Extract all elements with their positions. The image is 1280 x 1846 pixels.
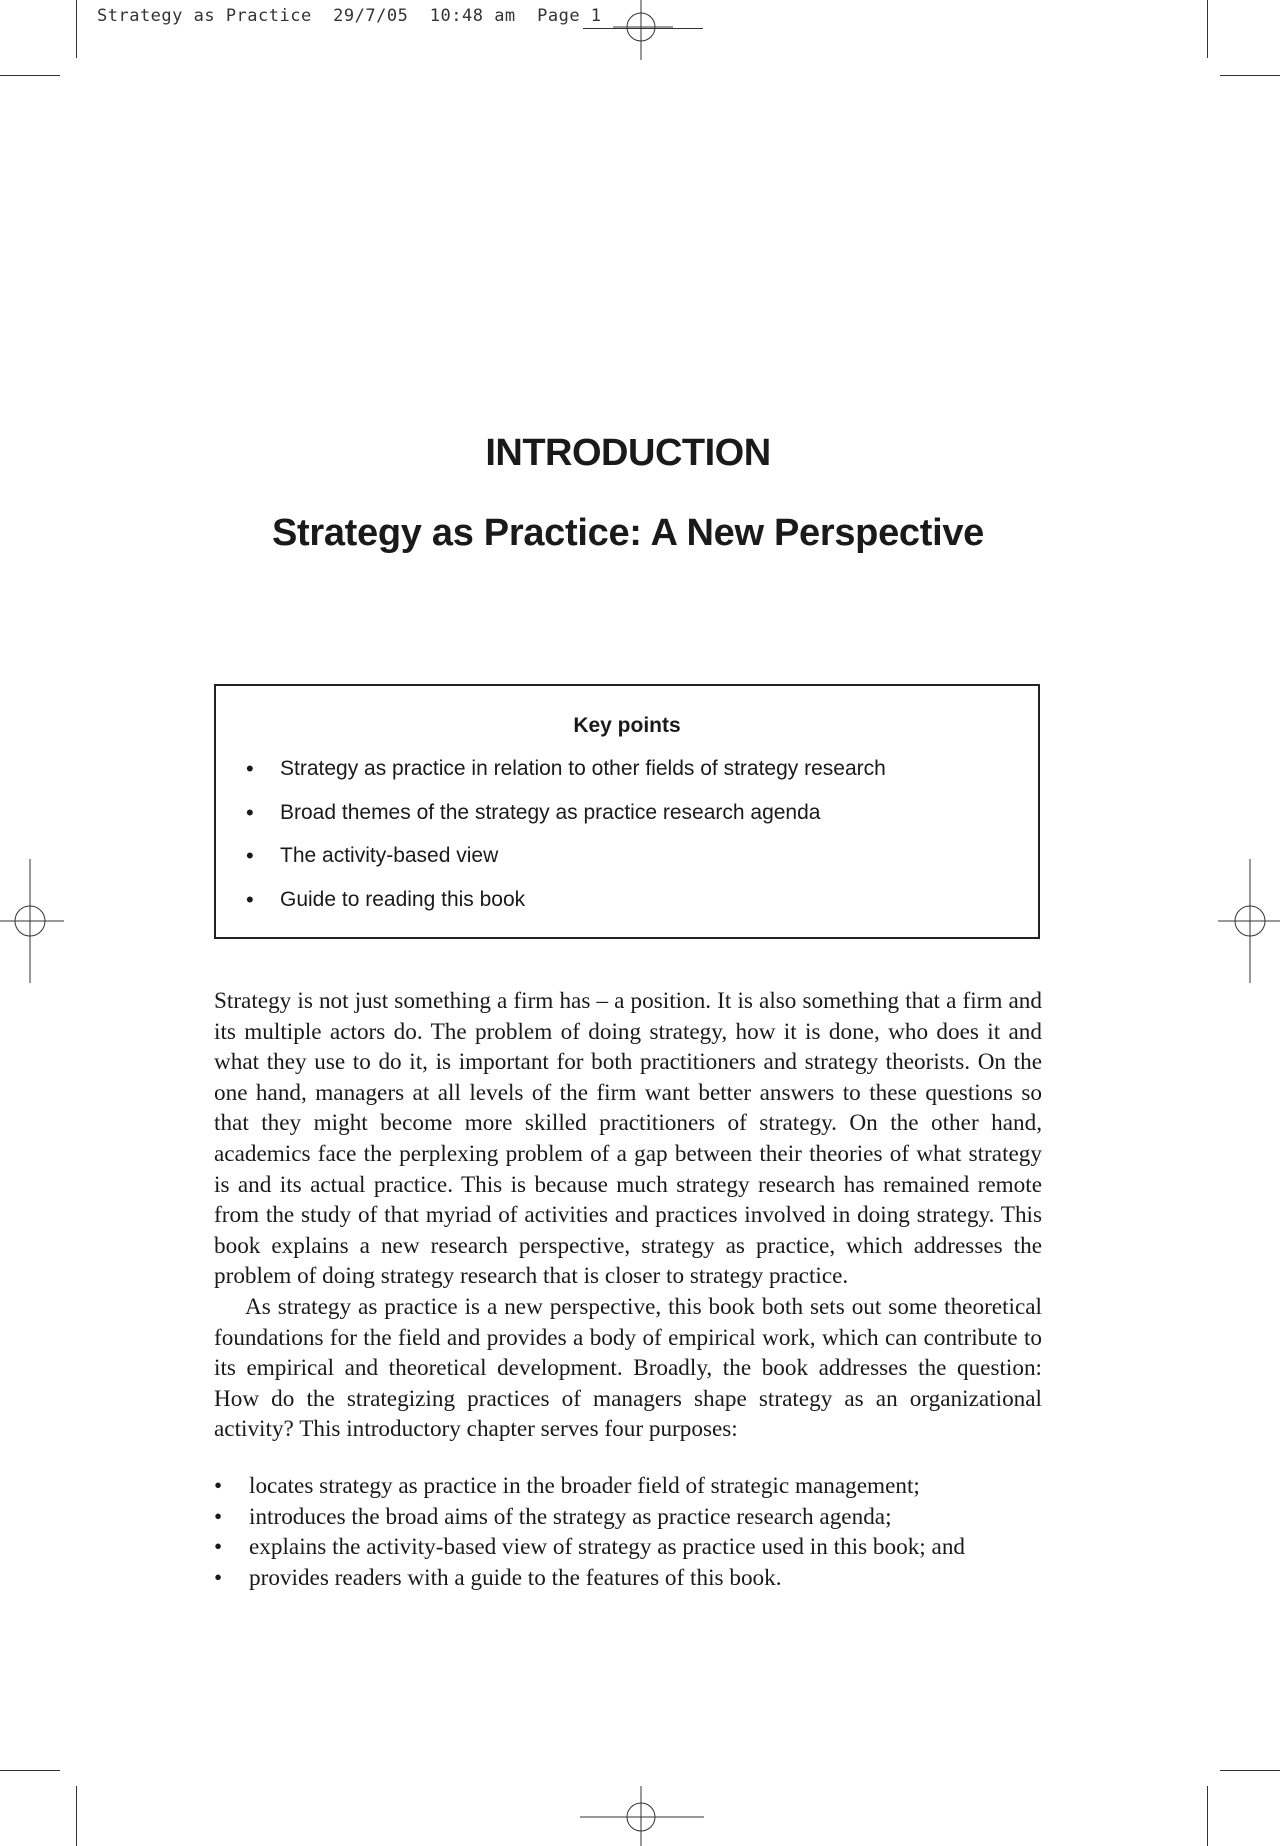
key-points-list (246, 754, 886, 928)
purpose-item: • locates strategy as practice in the broader field of strategic management; (214, 1471, 1042, 1502)
purpose-item: • introduces the broad aims of the strategy as practice research agenda; (214, 1502, 1042, 1533)
key-point-item: • Strategy as practice in relation to other fields of strategy research (246, 754, 886, 798)
registration-mark-left (0, 859, 64, 983)
body-text (214, 986, 1042, 1593)
purpose-item: • provides readers with a guide to the features of this book. (214, 1563, 1042, 1594)
crop-mark-top-left-horizontal (0, 75, 60, 76)
registration-mark-bottom (580, 1786, 704, 1846)
crop-mark-bottom-right-horizontal (1220, 1770, 1280, 1771)
paragraph: As strategy as practice is a new perspective, this book both sets out some theoretical foundations for the field and provides a body of empirical work, which can contribute to its empirical and theoretical development. Broadly, the book addresses the question: How do the strategizing practices of managers shape strategy as an organizational activity? This introductory chapter serves four purposes: (214, 1293, 1042, 1443)
crop-mark-top-right-vertical (1207, 0, 1208, 58)
registration-mark-right (1218, 859, 1280, 983)
crop-mark-top-left-vertical (76, 0, 77, 58)
print-slug-line: Strategy as Practice 29/7/05 10:48 am Page 1 (97, 6, 602, 26)
crop-mark-bottom-left-vertical (76, 1786, 77, 1846)
key-point-item: • The activity-based view (246, 841, 886, 885)
key-point-item: • Broad themes of the strategy as practice research agenda (246, 798, 886, 842)
purpose-item: • explains the activity-based view of strategy as practice used in this book; and (214, 1532, 1042, 1563)
crop-mark-bottom-left-horizontal (0, 1770, 60, 1771)
key-points-title: Key points (573, 714, 681, 737)
paragraph: Strategy is not just something a firm has – a position. It is also something that a firm and its multiple actors do. The problem of doing strategy, how it is done, who does it and what they use to do it, is important for both practitioners and strategy theorists. On the one hand, managers at all levels of the firm want better answers to these questions so that they might become more skilled practitioners of strategy. On the other hand, academics face the perplexing problem of a gap between their theories of what strategy is and its actual practice. This is because much strategy research has remained remote from the study of that myriad of activities and practices involved in doing strategy. This book explains a new research perspective, strategy as practice, which addresses the problem of doing strategy research that is closer to strategy practice. (214, 988, 1042, 1290)
key-point-item: • Guide to reading this book (246, 885, 886, 929)
key-points-box (214, 684, 1040, 939)
purposes-list (214, 1471, 1042, 1593)
crop-mark-bottom-right-vertical (1207, 1786, 1208, 1846)
chapter-title: Strategy as Practice: A New Perspective (271, 512, 985, 554)
crop-mark-top-right-horizontal (1220, 75, 1280, 76)
chapter-label: INTRODUCTION (485, 432, 771, 474)
registration-mark-top (613, 0, 673, 60)
